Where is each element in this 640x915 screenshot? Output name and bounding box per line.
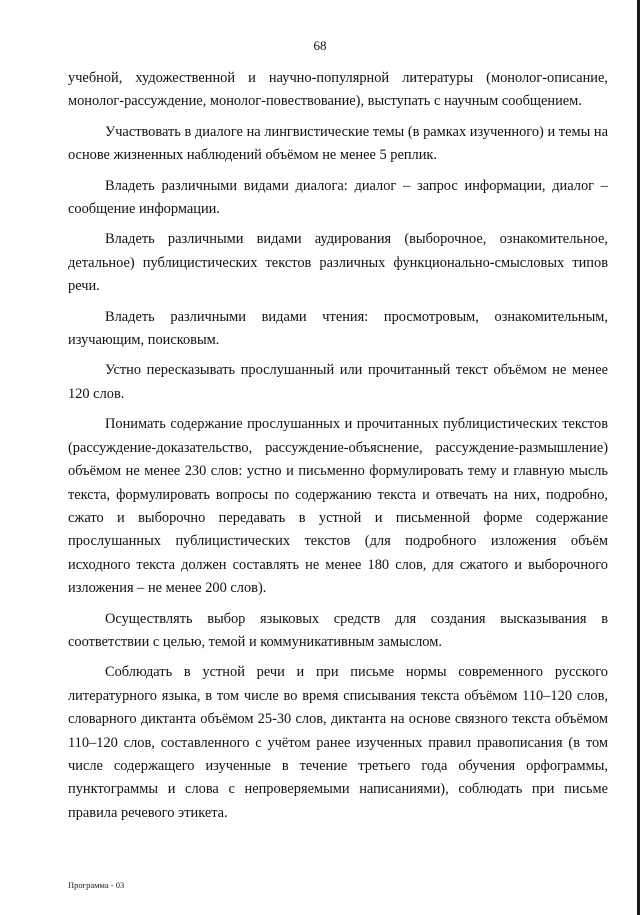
paragraph: Участвовать в диалоге на лингвистические темы (в рамках изученного) и темы на основе жизненных наблюдений объёмом не менее 5 реплик. [68,123,608,164]
paragraph: Владеть различными видами аудирования (выборочное, ознакомительное, детальное) публицистических текстов различных функционально-смысловых типов речи. [68,231,608,295]
footer-label: Программа - 03 [68,880,125,890]
paragraph: Понимать содержание прослушанных и прочитанных публицистических текстов (рассуждение-доказательство, рассуждение-объяснение, рассуждение-размышление) объёмом не менее 230 слов: устно и письменно формулировать тему и главную мысль текста, формулировать вопросы по содержанию текста и отвечать на них, подробно, сжато и выборочно передавать в устной и письменной форме содержание прослушанных публицистических текстов (для подробного изложения объём исходного текста должен составлять не менее 180 слов, для сжатого и выборочного изложения – не менее 200 слов). [68,416,608,597]
body-text [68,67,608,832]
paragraph: Владеть различными видами чтения: просмотровым, ознакомительным, изучающим, поисковым. [68,308,608,349]
paragraph: Соблюдать в устной речи и при письме нормы современного русского литературного языка, в том числе во время списывания текста объёмом 110–120 слов, словарного диктанта объёмом 25-30 слов, диктанта на основе связного текста объёмом 110–120 слов, составленного с учётом ранее изученных правил правописания (в том числе содержащего изученные в течение третьего года обучения орфограммы, пунктограммы и слова с непроверяемыми написаниями), соблюдать при письме правила речевого этикета. [68,664,608,821]
paragraph: Владеть различными видами диалога: диалог – запрос информации, диалог – сообщение информации. [68,177,608,218]
paragraph: Устно пересказывать прослушанный или прочитанный текст объёмом не менее 120 слов. [68,362,608,402]
paragraph: Осуществлять выбор языковых средств для создания высказывания в соответствии с целью, темой и коммуникативным замыслом. [68,610,608,650]
paragraph-continuation: учебной, художественной и научно-популярной литературы (монолог-описание, монолог-рассуждение, монолог-повествование), выступать с научным сообщением. [68,70,608,110]
page-number: 68 [313,38,327,53]
